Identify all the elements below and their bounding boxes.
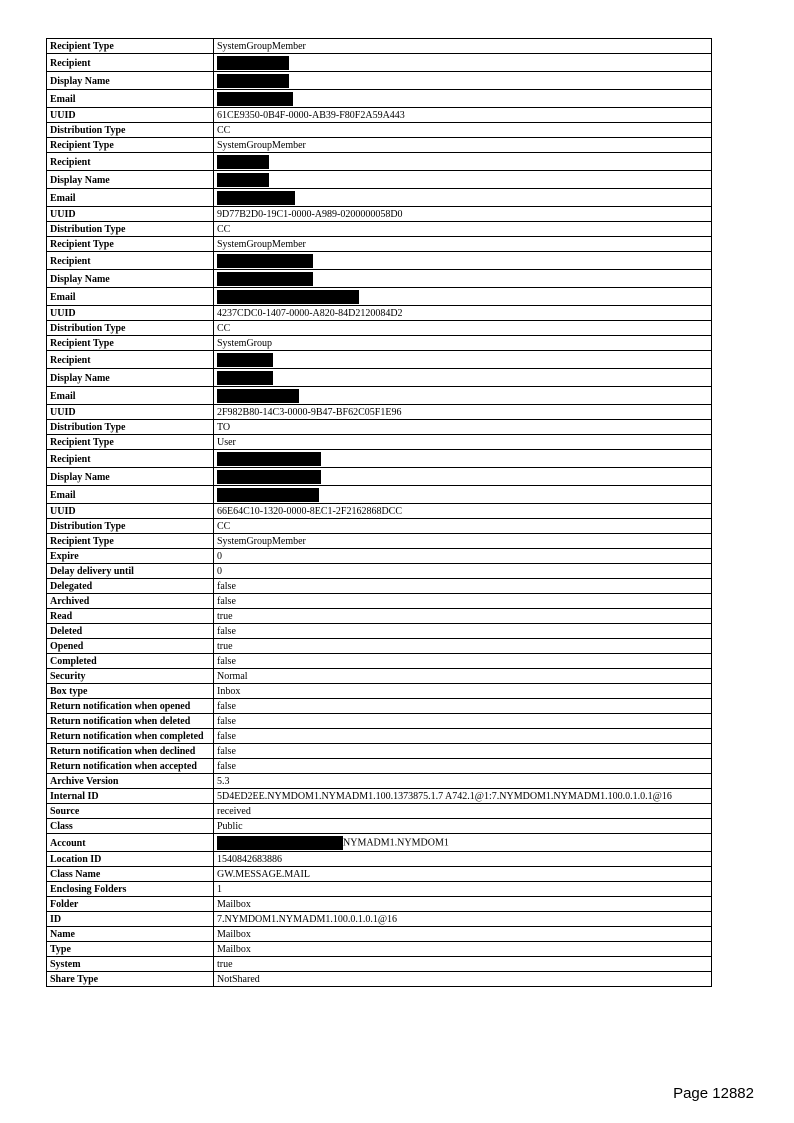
property-value xyxy=(214,420,712,435)
property-row xyxy=(47,237,712,252)
property-row xyxy=(47,54,712,72)
property-row xyxy=(47,222,712,237)
property-key: Delay delivery until xyxy=(47,564,214,579)
property-value xyxy=(214,564,712,579)
property-key: Archived xyxy=(47,594,214,609)
property-key: UUID xyxy=(47,207,214,222)
property-row xyxy=(47,834,712,852)
property-value xyxy=(214,237,712,252)
property-row xyxy=(47,744,712,759)
property-key: Distribution Type xyxy=(47,420,214,435)
property-row xyxy=(47,789,712,804)
property-value-text: NYMADM1.NYMDOM1 xyxy=(343,837,449,849)
property-row xyxy=(47,624,712,639)
property-value xyxy=(214,669,712,684)
property-value xyxy=(214,882,712,897)
property-value-text: CC xyxy=(217,521,231,532)
property-value xyxy=(214,72,712,90)
property-value-text: 5.3 xyxy=(217,776,230,787)
property-value xyxy=(214,405,712,420)
property-key: Recipient xyxy=(47,54,214,72)
property-row xyxy=(47,90,712,108)
property-value xyxy=(214,852,712,867)
property-value-text: 9D77B2D0-19C1-0000-A989-0200000058D0 xyxy=(217,209,403,220)
property-row xyxy=(47,387,712,405)
property-value-text: CC xyxy=(217,323,231,334)
property-row xyxy=(47,804,712,819)
property-key: Recipient xyxy=(47,351,214,369)
property-row xyxy=(47,189,712,207)
property-row xyxy=(47,639,712,654)
redaction-bar xyxy=(217,155,269,169)
property-row xyxy=(47,153,712,171)
property-value-text: false xyxy=(217,701,236,712)
property-key: Display Name xyxy=(47,171,214,189)
property-value xyxy=(214,252,712,270)
property-key: Security xyxy=(47,669,214,684)
property-key: Recipient xyxy=(47,153,214,171)
property-key: Return notification when deleted xyxy=(47,714,214,729)
property-key: UUID xyxy=(47,405,214,420)
property-key: Source xyxy=(47,804,214,819)
property-value-text: false xyxy=(217,581,236,592)
property-value-text: Mailbox xyxy=(217,899,251,910)
property-value-text: false xyxy=(217,716,236,727)
property-row xyxy=(47,684,712,699)
property-row xyxy=(47,669,712,684)
property-key: Archive Version xyxy=(47,774,214,789)
property-key: Email xyxy=(47,189,214,207)
property-row xyxy=(47,306,712,321)
property-value xyxy=(214,504,712,519)
property-value xyxy=(214,54,712,72)
redaction-bar xyxy=(217,74,289,88)
redaction-bar xyxy=(217,272,313,286)
property-key: System xyxy=(47,957,214,972)
property-row xyxy=(47,654,712,669)
property-value xyxy=(214,594,712,609)
property-value xyxy=(214,684,712,699)
property-value xyxy=(214,306,712,321)
property-key: Recipient Type xyxy=(47,336,214,351)
property-value xyxy=(214,189,712,207)
property-row xyxy=(47,564,712,579)
redaction-bar xyxy=(217,389,299,403)
property-key: Distribution Type xyxy=(47,222,214,237)
property-value-text: 0 xyxy=(217,566,222,577)
property-key: Enclosing Folders xyxy=(47,882,214,897)
property-value xyxy=(214,789,712,804)
property-key: Internal ID xyxy=(47,789,214,804)
property-value xyxy=(214,759,712,774)
property-key: Class Name xyxy=(47,867,214,882)
property-row xyxy=(47,774,712,789)
property-row xyxy=(47,435,712,450)
property-value-text: true xyxy=(217,611,233,622)
property-key: Email xyxy=(47,90,214,108)
property-key: Recipient xyxy=(47,252,214,270)
properties-table-body xyxy=(47,39,712,987)
property-value xyxy=(214,729,712,744)
property-row xyxy=(47,420,712,435)
property-key: Return notification when opened xyxy=(47,699,214,714)
property-value xyxy=(214,369,712,387)
property-value xyxy=(214,774,712,789)
property-key: Recipient Type xyxy=(47,39,214,54)
property-value xyxy=(214,519,712,534)
property-value xyxy=(214,699,712,714)
property-value-text: GW.MESSAGE.MAIL xyxy=(217,869,310,880)
property-row xyxy=(47,867,712,882)
property-value-text: User xyxy=(217,437,236,448)
property-value xyxy=(214,654,712,669)
property-value-text: false xyxy=(217,746,236,757)
page-number: Page 12882 xyxy=(673,1085,754,1102)
property-row xyxy=(47,927,712,942)
property-value xyxy=(214,351,712,369)
property-key: Display Name xyxy=(47,72,214,90)
property-value xyxy=(214,912,712,927)
property-value xyxy=(214,834,712,852)
property-row xyxy=(47,699,712,714)
property-value xyxy=(214,972,712,987)
property-key: Distribution Type xyxy=(47,519,214,534)
property-value xyxy=(214,336,712,351)
redaction-bar xyxy=(217,92,293,106)
property-key: Recipient xyxy=(47,450,214,468)
property-row xyxy=(47,405,712,420)
property-value xyxy=(214,288,712,306)
property-value xyxy=(214,153,712,171)
property-key: Return notification when declined xyxy=(47,744,214,759)
property-key: Distribution Type xyxy=(47,123,214,138)
property-row xyxy=(47,108,712,123)
property-key: Account xyxy=(47,834,214,852)
property-row xyxy=(47,123,712,138)
property-key: Display Name xyxy=(47,270,214,288)
property-value xyxy=(214,207,712,222)
property-key: Display Name xyxy=(47,369,214,387)
property-value xyxy=(214,123,712,138)
property-key: Email xyxy=(47,387,214,405)
property-key: Expire xyxy=(47,549,214,564)
property-row xyxy=(47,270,712,288)
property-key: UUID xyxy=(47,504,214,519)
property-key: Read xyxy=(47,609,214,624)
property-value-text: 1540842683886 xyxy=(217,854,282,865)
property-value-text: false xyxy=(217,596,236,607)
property-row xyxy=(47,450,712,468)
property-row xyxy=(47,252,712,270)
property-key: Recipient Type xyxy=(47,237,214,252)
property-value xyxy=(214,450,712,468)
property-value-text: TO xyxy=(217,422,231,433)
property-row xyxy=(47,714,712,729)
property-value xyxy=(214,486,712,504)
property-value xyxy=(214,171,712,189)
property-key: Return notification when completed xyxy=(47,729,214,744)
property-value-text: Mailbox xyxy=(217,929,251,940)
property-value-text: received xyxy=(217,806,251,817)
property-value-text: 0 xyxy=(217,551,222,562)
property-key: Return notification when accepted xyxy=(47,759,214,774)
property-row xyxy=(47,321,712,336)
property-value-text: SystemGroupMember xyxy=(217,536,306,547)
property-key: Recipient Type xyxy=(47,435,214,450)
property-key: Type xyxy=(47,942,214,957)
property-row xyxy=(47,486,712,504)
property-value xyxy=(214,222,712,237)
property-value-text: true xyxy=(217,959,233,970)
property-value xyxy=(214,39,712,54)
property-row xyxy=(47,852,712,867)
property-row xyxy=(47,351,712,369)
property-value-text: Public xyxy=(217,821,243,832)
property-value-text: 61CE9350-0B4F-0000-AB39-F80F2A59A443 xyxy=(217,110,405,121)
redaction-bar xyxy=(217,353,273,367)
property-row xyxy=(47,957,712,972)
property-value xyxy=(214,90,712,108)
property-value xyxy=(214,435,712,450)
redaction-bar xyxy=(217,191,295,205)
property-row xyxy=(47,819,712,834)
property-row xyxy=(47,549,712,564)
redaction-bar xyxy=(217,173,269,187)
redaction-bar xyxy=(217,56,289,70)
property-value-text: 1 xyxy=(217,884,222,895)
property-key: Recipient Type xyxy=(47,534,214,549)
property-key: Name xyxy=(47,927,214,942)
property-value xyxy=(214,927,712,942)
property-value-text: 5D4ED2EE.NYMDOM1.NYMADM1.100.1373875.1.7 A742.1@1:7.NYMDOM1.NYMADM1.100.0.1.0.1@16 xyxy=(217,791,672,802)
property-value xyxy=(214,534,712,549)
property-value-text: SystemGroupMember xyxy=(217,239,306,250)
property-row xyxy=(47,534,712,549)
property-value xyxy=(214,270,712,288)
property-value-text: Inbox xyxy=(217,686,241,697)
property-row xyxy=(47,942,712,957)
properties-table xyxy=(46,38,712,987)
property-value-text: SystemGroupMember xyxy=(217,41,306,52)
property-value-text: false xyxy=(217,656,236,667)
property-row xyxy=(47,39,712,54)
property-row xyxy=(47,897,712,912)
property-value-text: CC xyxy=(217,125,231,136)
property-value xyxy=(214,549,712,564)
property-value-text: false xyxy=(217,731,236,742)
redaction-bar xyxy=(217,836,343,850)
property-row xyxy=(47,138,712,153)
property-key: Recipient Type xyxy=(47,138,214,153)
property-row xyxy=(47,759,712,774)
property-value xyxy=(214,321,712,336)
property-value-text: SystemGroup xyxy=(217,338,272,349)
property-value-text: SystemGroupMember xyxy=(217,140,306,151)
property-value xyxy=(214,108,712,123)
property-key: Deleted xyxy=(47,624,214,639)
property-value-text: 2F982B80-14C3-0000-9B47-BF62C05F1E96 xyxy=(217,407,402,418)
redaction-bar xyxy=(217,371,273,385)
property-value xyxy=(214,468,712,486)
property-row xyxy=(47,609,712,624)
property-key: Share Type xyxy=(47,972,214,987)
property-value xyxy=(214,609,712,624)
property-row xyxy=(47,972,712,987)
property-key: Delegated xyxy=(47,579,214,594)
property-key: Class xyxy=(47,819,214,834)
property-key: Distribution Type xyxy=(47,321,214,336)
property-row xyxy=(47,72,712,90)
property-row xyxy=(47,207,712,222)
property-row xyxy=(47,594,712,609)
property-value xyxy=(214,639,712,654)
property-value-text: true xyxy=(217,641,233,652)
property-value xyxy=(214,138,712,153)
property-value-text: CC xyxy=(217,224,231,235)
property-value-text: NotShared xyxy=(217,974,260,985)
property-row xyxy=(47,579,712,594)
property-row xyxy=(47,336,712,351)
property-key: Location ID xyxy=(47,852,214,867)
property-value-text: 7.NYMDOM1.NYMADM1.100.0.1.0.1@16 xyxy=(217,914,398,925)
redaction-bar xyxy=(217,254,313,268)
property-value xyxy=(214,804,712,819)
property-value xyxy=(214,942,712,957)
redaction-bar xyxy=(217,290,359,304)
property-row xyxy=(47,729,712,744)
property-key: Opened xyxy=(47,639,214,654)
redaction-bar xyxy=(217,470,321,484)
property-value-text: Mailbox xyxy=(217,944,251,955)
property-value xyxy=(214,744,712,759)
property-key: Email xyxy=(47,288,214,306)
property-value-text: 66E64C10-1320-0000-8EC1-2F2162868DCC xyxy=(217,506,402,517)
property-row xyxy=(47,369,712,387)
property-key: Display Name xyxy=(47,468,214,486)
property-value xyxy=(214,579,712,594)
property-value xyxy=(214,819,712,834)
property-key: UUID xyxy=(47,108,214,123)
property-key: Box type xyxy=(47,684,214,699)
property-row xyxy=(47,912,712,927)
property-row xyxy=(47,288,712,306)
property-value xyxy=(214,624,712,639)
property-value xyxy=(214,387,712,405)
property-row xyxy=(47,519,712,534)
property-key: Folder xyxy=(47,897,214,912)
property-key: Email xyxy=(47,486,214,504)
property-key: UUID xyxy=(47,306,214,321)
property-value-text: Normal xyxy=(217,671,248,682)
property-value xyxy=(214,714,712,729)
property-row xyxy=(47,882,712,897)
property-value-text: false xyxy=(217,761,236,772)
property-row xyxy=(47,171,712,189)
property-row xyxy=(47,468,712,486)
property-value-text: 4237CDC0-1407-0000-A820-84D2120084D2 xyxy=(217,308,403,319)
property-key: Completed xyxy=(47,654,214,669)
property-row xyxy=(47,504,712,519)
property-value xyxy=(214,957,712,972)
property-key: ID xyxy=(47,912,214,927)
redaction-bar xyxy=(217,452,321,466)
property-value xyxy=(214,867,712,882)
property-value-text: false xyxy=(217,626,236,637)
property-value xyxy=(214,897,712,912)
redaction-bar xyxy=(217,488,319,502)
